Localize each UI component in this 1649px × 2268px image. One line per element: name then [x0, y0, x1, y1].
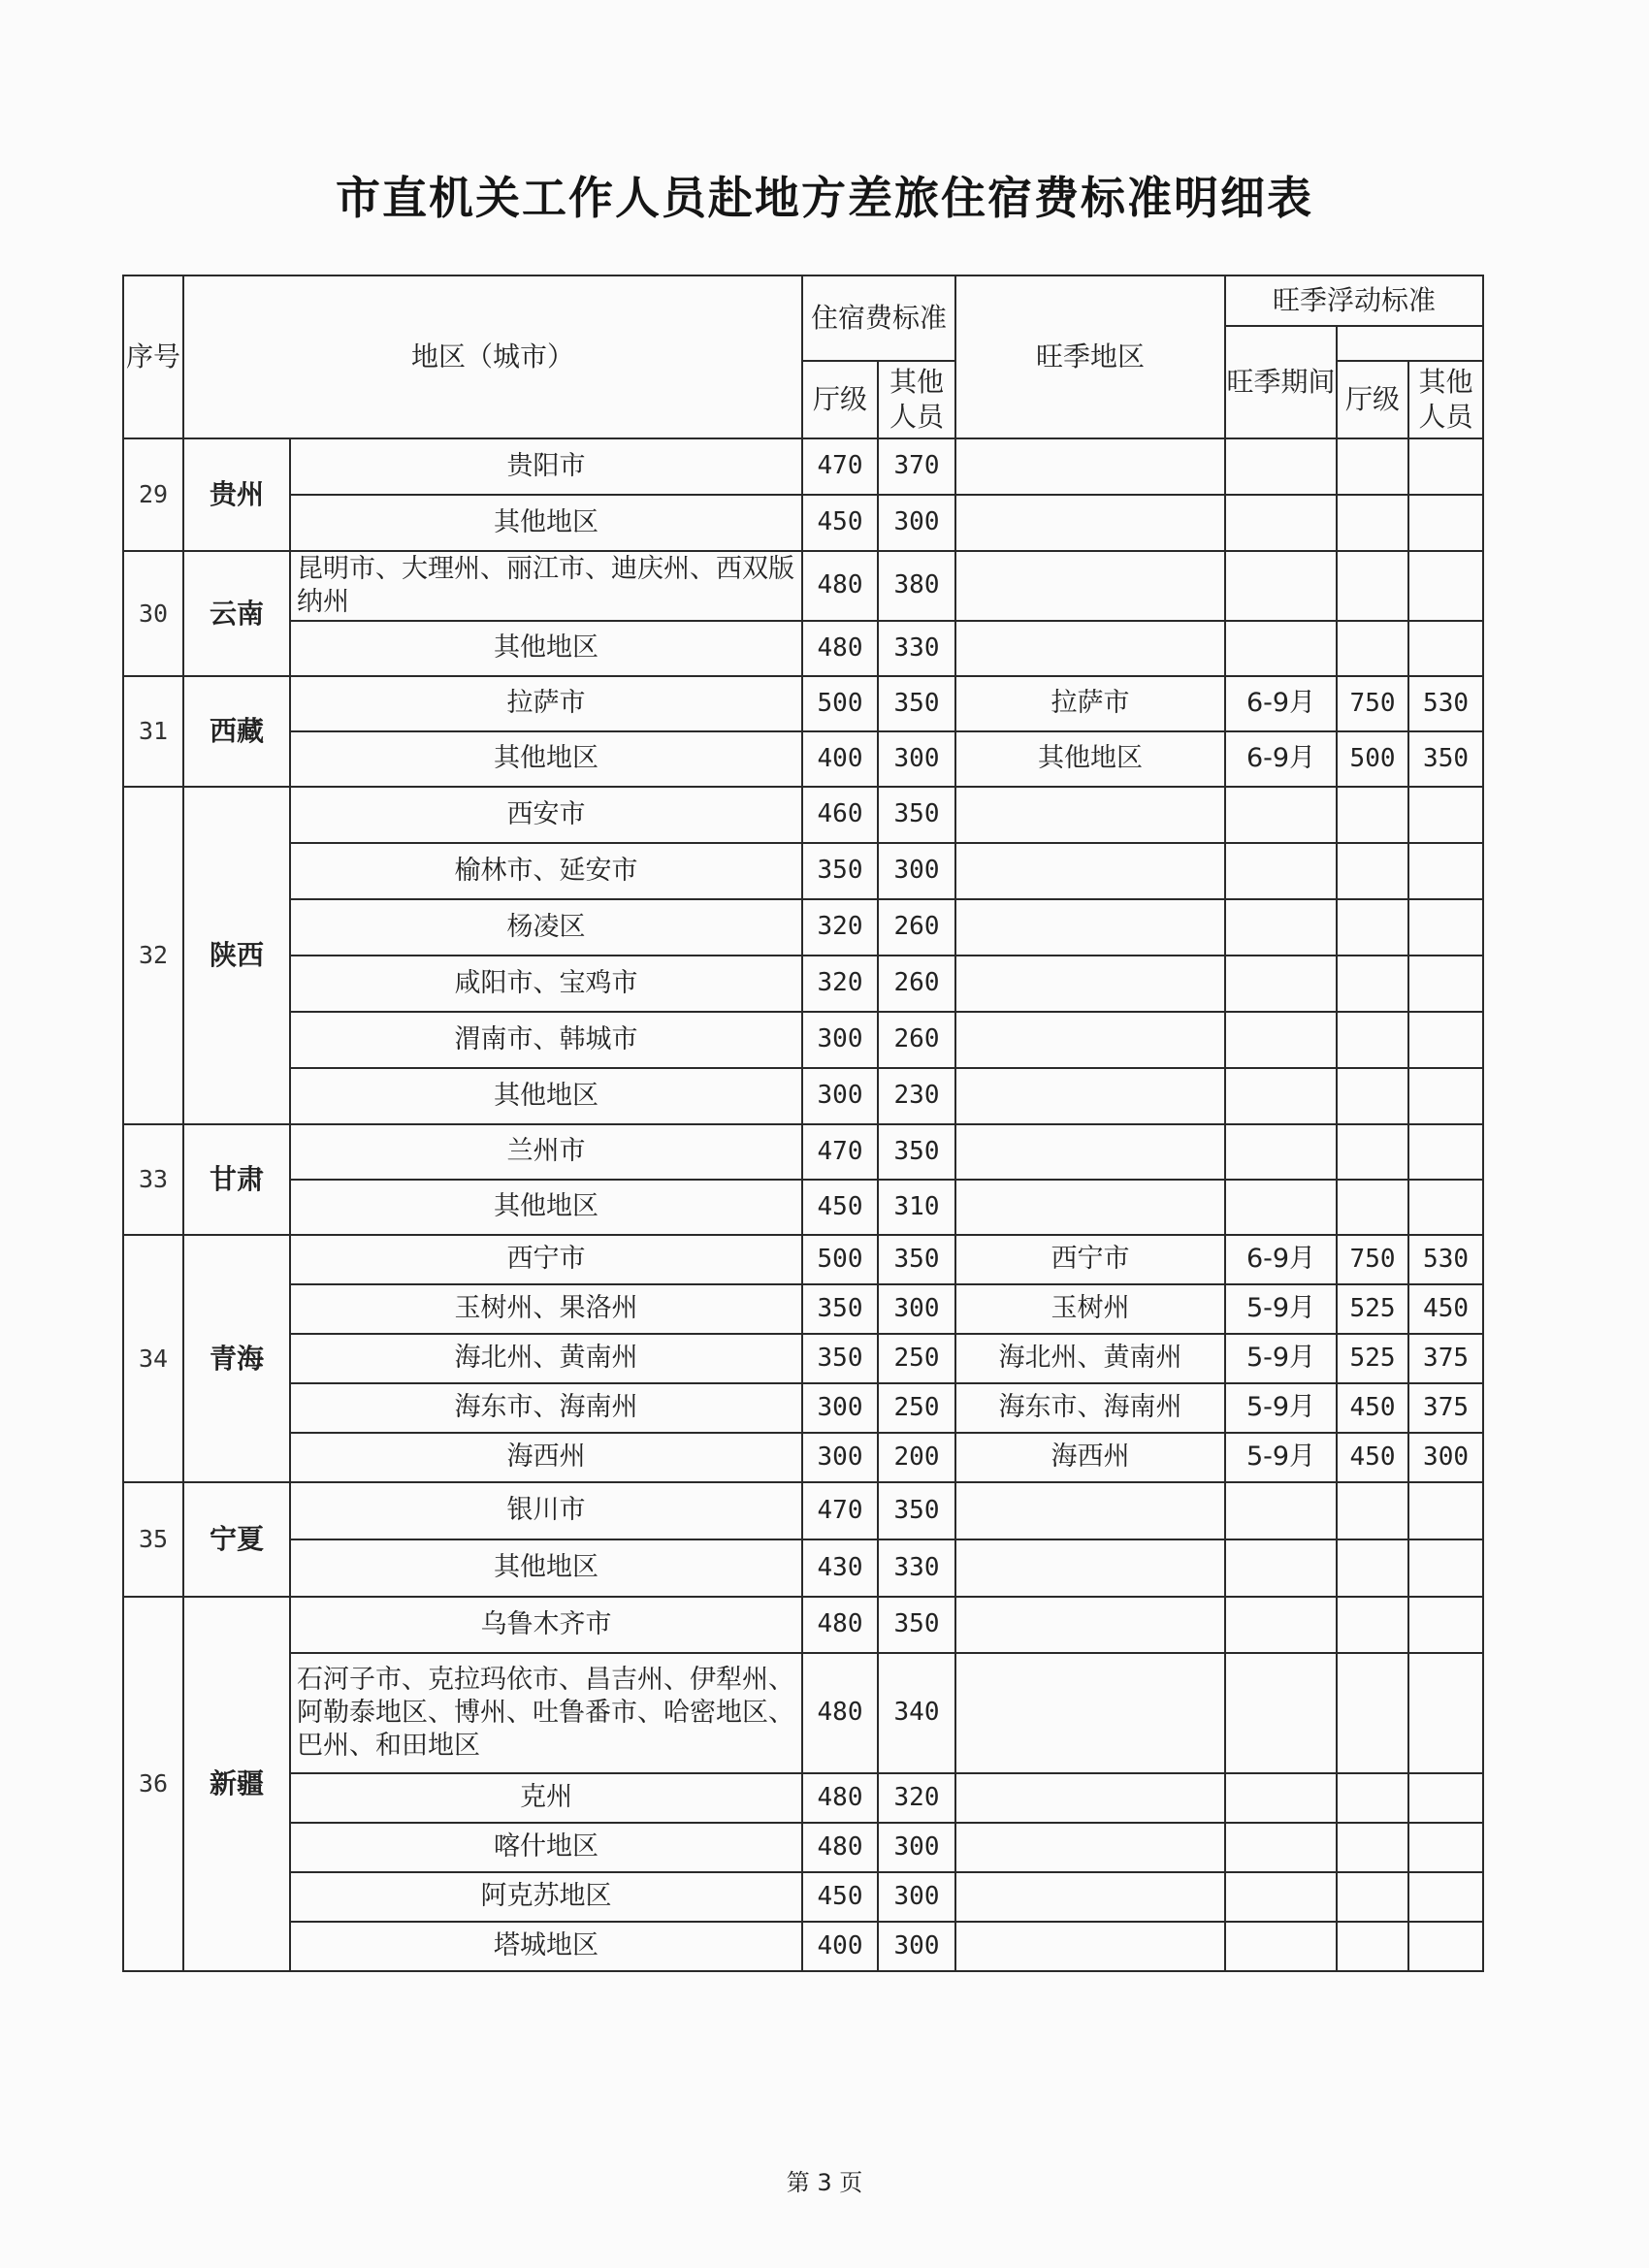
bureau-rate: 300	[802, 1433, 878, 1482]
table-row	[123, 495, 1483, 551]
peak-period-cell: 5-9月	[1225, 1284, 1337, 1334]
other-rate: 350	[878, 1124, 955, 1180]
peak-period-cell	[1225, 1482, 1337, 1539]
peak-region-cell: 海东市、海南州	[955, 1383, 1225, 1433]
city-cell: 渭南市、韩城市	[290, 1012, 802, 1068]
other-rate: 260	[878, 1012, 955, 1068]
seq-cell: 34	[123, 1235, 183, 1482]
bureau-rate: 480	[802, 1653, 878, 1773]
peak-bureau-rate	[1337, 438, 1408, 495]
peak-region-cell: 西宁市	[955, 1235, 1225, 1284]
peak-period-cell	[1225, 1012, 1337, 1068]
peak-other-rate	[1408, 551, 1483, 621]
peak-region-cell	[955, 621, 1225, 676]
peak-region-cell	[955, 1124, 1225, 1180]
table-row	[123, 1653, 1483, 1773]
other-rate: 300	[878, 1922, 955, 1971]
other-rate: 380	[878, 551, 955, 621]
peak-region-cell	[955, 1872, 1225, 1922]
document-title: 市直机关工作人员赴地方差旅住宿费标准明细表	[336, 172, 1313, 224]
table-row	[123, 787, 1483, 843]
bureau-rate: 430	[802, 1539, 878, 1597]
peak-other-rate: 350	[1408, 731, 1483, 787]
city-cell: 海北州、黄南州	[290, 1334, 802, 1383]
peak-period-cell	[1225, 438, 1337, 495]
other-rate: 300	[878, 731, 955, 787]
province-cell: 宁夏	[183, 1482, 290, 1597]
city-cell: 西安市	[290, 787, 802, 843]
peak-other-rate: 450	[1408, 1284, 1483, 1334]
city-cell: 银川市	[290, 1482, 802, 1539]
seq-cell: 33	[123, 1124, 183, 1235]
peak-bureau-rate	[1337, 1180, 1408, 1235]
city-cell: 海西州	[290, 1433, 802, 1482]
peak-bureau-rate	[1337, 899, 1408, 956]
peak-region-cell: 海西州	[955, 1433, 1225, 1482]
peak-other-rate	[1408, 1823, 1483, 1872]
city-cell: 兰州市	[290, 1124, 802, 1180]
peak-bureau-rate	[1337, 1653, 1408, 1773]
table-row	[123, 1012, 1483, 1068]
bureau-rate: 400	[802, 731, 878, 787]
other-rate: 300	[878, 1823, 955, 1872]
city-cell: 阿克苏地区	[290, 1872, 802, 1922]
peak-bureau-rate	[1337, 1773, 1408, 1823]
lodging-fee-table	[122, 275, 1484, 1972]
province-cell: 青海	[183, 1235, 290, 1482]
peak-other-rate	[1408, 1773, 1483, 1823]
other-rate: 350	[878, 787, 955, 843]
bureau-rate: 350	[802, 1334, 878, 1383]
seq-cell: 32	[123, 787, 183, 1124]
province-cell: 甘肃	[183, 1124, 290, 1235]
city-cell: 榆林市、延安市	[290, 843, 802, 899]
bureau-rate: 480	[802, 1597, 878, 1653]
table-row	[123, 1872, 1483, 1922]
city-cell: 乌鲁木齐市	[290, 1597, 802, 1653]
peak-period-cell	[1225, 495, 1337, 551]
peak-other-rate: 530	[1408, 676, 1483, 731]
peak-period-cell	[1225, 1124, 1337, 1180]
bureau-rate: 480	[802, 1823, 878, 1872]
table-row	[123, 1284, 1483, 1334]
bureau-rate: 500	[802, 1235, 878, 1284]
header-std-other: 其他人员	[878, 361, 955, 438]
city-cell: 克州	[290, 1773, 802, 1823]
province-cell: 新疆	[183, 1597, 290, 1971]
header-peak-period: 旺季期间	[1225, 326, 1337, 438]
peak-bureau-rate: 750	[1337, 676, 1408, 731]
table-row	[123, 621, 1483, 676]
peak-other-rate	[1408, 1597, 1483, 1653]
peak-other-rate	[1408, 899, 1483, 956]
header-std-bureau: 厅级	[802, 361, 878, 438]
peak-region-cell	[955, 787, 1225, 843]
peak-other-rate	[1408, 1068, 1483, 1124]
peak-other-rate	[1408, 1482, 1483, 1539]
bureau-rate: 450	[802, 1180, 878, 1235]
peak-other-rate: 375	[1408, 1334, 1483, 1383]
peak-other-rate	[1408, 1872, 1483, 1922]
peak-other-rate	[1408, 1653, 1483, 1773]
peak-period-cell	[1225, 1872, 1337, 1922]
city-cell: 其他地区	[290, 1068, 802, 1124]
peak-period-cell	[1225, 551, 1337, 621]
table-row	[123, 731, 1483, 787]
bureau-rate: 350	[802, 1284, 878, 1334]
peak-region-cell	[955, 843, 1225, 899]
seq-cell: 36	[123, 1597, 183, 1971]
bureau-rate: 480	[802, 1773, 878, 1823]
other-rate: 300	[878, 1872, 955, 1922]
city-cell: 拉萨市	[290, 676, 802, 731]
seq-cell: 31	[123, 676, 183, 787]
peak-region-cell	[955, 438, 1225, 495]
city-cell: 西宁市	[290, 1235, 802, 1284]
peak-other-rate	[1408, 1539, 1483, 1597]
city-cell: 其他地区	[290, 621, 802, 676]
bureau-rate: 450	[802, 1872, 878, 1922]
peak-bureau-rate: 525	[1337, 1334, 1408, 1383]
peak-period-cell: 5-9月	[1225, 1383, 1337, 1433]
peak-other-rate	[1408, 495, 1483, 551]
province-cell: 贵州	[183, 438, 290, 551]
peak-bureau-rate	[1337, 1068, 1408, 1124]
peak-region-cell	[955, 1180, 1225, 1235]
table-row	[123, 1433, 1483, 1482]
other-rate: 320	[878, 1773, 955, 1823]
peak-region-cell	[955, 1597, 1225, 1653]
peak-bureau-rate	[1337, 621, 1408, 676]
peak-bureau-rate	[1337, 1872, 1408, 1922]
bureau-rate: 320	[802, 956, 878, 1012]
header-region: 地区（城市）	[183, 275, 802, 438]
peak-period-cell	[1225, 1823, 1337, 1872]
peak-period-cell	[1225, 1068, 1337, 1124]
seq-cell: 29	[123, 438, 183, 551]
table-row	[123, 1597, 1483, 1653]
other-rate: 350	[878, 676, 955, 731]
other-rate: 350	[878, 1482, 955, 1539]
table-row	[123, 843, 1483, 899]
table-row	[123, 1773, 1483, 1823]
peak-region-cell: 其他地区	[955, 731, 1225, 787]
peak-period-cell	[1225, 899, 1337, 956]
city-cell: 其他地区	[290, 1539, 802, 1597]
city-cell: 石河子市、克拉玛依市、昌吉州、伊犁州、阿勒泰地区、博州、吐鲁番市、哈密地区、巴州、和田地区	[290, 1653, 802, 1773]
bureau-rate: 350	[802, 843, 878, 899]
peak-region-cell	[955, 495, 1225, 551]
peak-bureau-rate	[1337, 843, 1408, 899]
peak-other-rate	[1408, 1180, 1483, 1235]
other-rate: 260	[878, 899, 955, 956]
peak-period-cell	[1225, 843, 1337, 899]
peak-other-rate: 530	[1408, 1235, 1483, 1284]
other-rate: 200	[878, 1433, 955, 1482]
peak-period-cell	[1225, 1597, 1337, 1653]
table-row	[123, 1383, 1483, 1433]
peak-other-rate	[1408, 621, 1483, 676]
city-cell: 咸阳市、宝鸡市	[290, 956, 802, 1012]
peak-bureau-rate	[1337, 1539, 1408, 1597]
peak-region-cell	[955, 899, 1225, 956]
peak-bureau-rate: 525	[1337, 1284, 1408, 1334]
bureau-rate: 470	[802, 1482, 878, 1539]
header-peak-other: 其他人员	[1408, 361, 1483, 438]
seq-cell: 30	[123, 551, 183, 676]
table-row	[123, 1235, 1483, 1284]
peak-region-cell	[955, 1653, 1225, 1773]
peak-bureau-rate: 450	[1337, 1433, 1408, 1482]
peak-period-cell	[1225, 956, 1337, 1012]
bureau-rate: 400	[802, 1922, 878, 1971]
other-rate: 330	[878, 1539, 955, 1597]
peak-region-cell	[955, 1539, 1225, 1597]
peak-period-cell	[1225, 621, 1337, 676]
other-rate: 350	[878, 1597, 955, 1653]
table-row	[123, 1180, 1483, 1235]
peak-region-cell	[955, 551, 1225, 621]
peak-period-cell: 6-9月	[1225, 731, 1337, 787]
table-row	[123, 1823, 1483, 1872]
peak-other-rate: 300	[1408, 1433, 1483, 1482]
peak-other-rate	[1408, 956, 1483, 1012]
peak-bureau-rate: 450	[1337, 1383, 1408, 1433]
peak-period-cell	[1225, 1539, 1337, 1597]
city-cell: 海东市、海南州	[290, 1383, 802, 1433]
peak-other-rate	[1408, 1124, 1483, 1180]
peak-region-cell	[955, 956, 1225, 1012]
table-row	[123, 551, 1483, 621]
other-rate: 250	[878, 1383, 955, 1433]
city-cell: 昆明市、大理州、丽江市、迪庆州、西双版纳州	[290, 551, 802, 621]
other-rate: 230	[878, 1068, 955, 1124]
peak-region-cell: 海北州、黄南州	[955, 1334, 1225, 1383]
table-row	[123, 1124, 1483, 1180]
other-rate: 300	[878, 1284, 955, 1334]
other-rate: 300	[878, 843, 955, 899]
peak-period-cell: 6-9月	[1225, 1235, 1337, 1284]
bureau-rate: 480	[802, 621, 878, 676]
province-cell: 陕西	[183, 787, 290, 1124]
peak-bureau-rate	[1337, 1124, 1408, 1180]
bureau-rate: 500	[802, 676, 878, 731]
peak-bureau-rate	[1337, 787, 1408, 843]
peak-region-cell	[955, 1823, 1225, 1872]
peak-bureau-rate: 750	[1337, 1235, 1408, 1284]
bureau-rate: 470	[802, 438, 878, 495]
peak-period-cell	[1225, 1180, 1337, 1235]
peak-bureau-rate	[1337, 1012, 1408, 1068]
peak-bureau-rate	[1337, 1922, 1408, 1971]
header-seq: 序号	[123, 275, 183, 438]
city-cell: 塔城地区	[290, 1922, 802, 1971]
seq-cell: 35	[123, 1482, 183, 1597]
peak-region-cell: 拉萨市	[955, 676, 1225, 731]
header-standard: 住宿费标准	[802, 275, 955, 361]
city-cell: 喀什地区	[290, 1823, 802, 1872]
header-peak-standard: 旺季浮动标准	[1225, 275, 1483, 326]
province-cell: 西藏	[183, 676, 290, 787]
peak-region-cell	[955, 1012, 1225, 1068]
peak-period-cell: 5-9月	[1225, 1433, 1337, 1482]
peak-bureau-rate	[1337, 956, 1408, 1012]
other-rate: 370	[878, 438, 955, 495]
table-row	[123, 1482, 1483, 1539]
table-row	[123, 899, 1483, 956]
peak-bureau-rate	[1337, 1823, 1408, 1872]
peak-other-rate	[1408, 843, 1483, 899]
table-row	[123, 1068, 1483, 1124]
bureau-rate: 460	[802, 787, 878, 843]
city-cell: 其他地区	[290, 1180, 802, 1235]
peak-bureau-rate	[1337, 551, 1408, 621]
table-row	[123, 1922, 1483, 1971]
header-peak-bureau: 厅级	[1337, 361, 1408, 438]
peak-bureau-rate	[1337, 1482, 1408, 1539]
bureau-rate: 300	[802, 1068, 878, 1124]
city-cell: 玉树州、果洛州	[290, 1284, 802, 1334]
other-rate: 350	[878, 1235, 955, 1284]
peak-period-cell	[1225, 787, 1337, 843]
bureau-rate: 300	[802, 1383, 878, 1433]
peak-other-rate	[1408, 438, 1483, 495]
peak-bureau-rate: 500	[1337, 731, 1408, 787]
peak-other-rate	[1408, 787, 1483, 843]
peak-other-rate: 375	[1408, 1383, 1483, 1433]
bureau-rate: 480	[802, 551, 878, 621]
other-rate: 300	[878, 495, 955, 551]
peak-bureau-rate	[1337, 495, 1408, 551]
city-cell: 杨凌区	[290, 899, 802, 956]
other-rate: 250	[878, 1334, 955, 1383]
bureau-rate: 300	[802, 1012, 878, 1068]
peak-bureau-rate	[1337, 1597, 1408, 1653]
header-blank	[1337, 326, 1483, 361]
peak-region-cell: 玉树州	[955, 1284, 1225, 1334]
table-row	[123, 676, 1483, 731]
peak-region-cell	[955, 1922, 1225, 1971]
peak-period-cell: 6-9月	[1225, 676, 1337, 731]
peak-region-cell	[955, 1068, 1225, 1124]
peak-period-cell	[1225, 1773, 1337, 1823]
other-rate: 330	[878, 621, 955, 676]
peak-period-cell	[1225, 1653, 1337, 1773]
table-row	[123, 1334, 1483, 1383]
province-cell: 云南	[183, 551, 290, 676]
bureau-rate: 320	[802, 899, 878, 956]
other-rate: 340	[878, 1653, 955, 1773]
city-cell: 贵阳市	[290, 438, 802, 495]
table-row	[123, 956, 1483, 1012]
bureau-rate: 470	[802, 1124, 878, 1180]
peak-period-cell: 5-9月	[1225, 1334, 1337, 1383]
city-cell: 其他地区	[290, 731, 802, 787]
peak-other-rate	[1408, 1922, 1483, 1971]
page-number: 第 3 页	[786, 2169, 863, 2196]
peak-period-cell	[1225, 1922, 1337, 1971]
table-row	[123, 1539, 1483, 1597]
table-row	[123, 438, 1483, 495]
other-rate: 310	[878, 1180, 955, 1235]
other-rate: 260	[878, 956, 955, 1012]
peak-region-cell	[955, 1773, 1225, 1823]
peak-other-rate	[1408, 1012, 1483, 1068]
bureau-rate: 450	[802, 495, 878, 551]
header-peak-region: 旺季地区	[955, 275, 1225, 438]
city-cell: 其他地区	[290, 495, 802, 551]
peak-region-cell	[955, 1482, 1225, 1539]
